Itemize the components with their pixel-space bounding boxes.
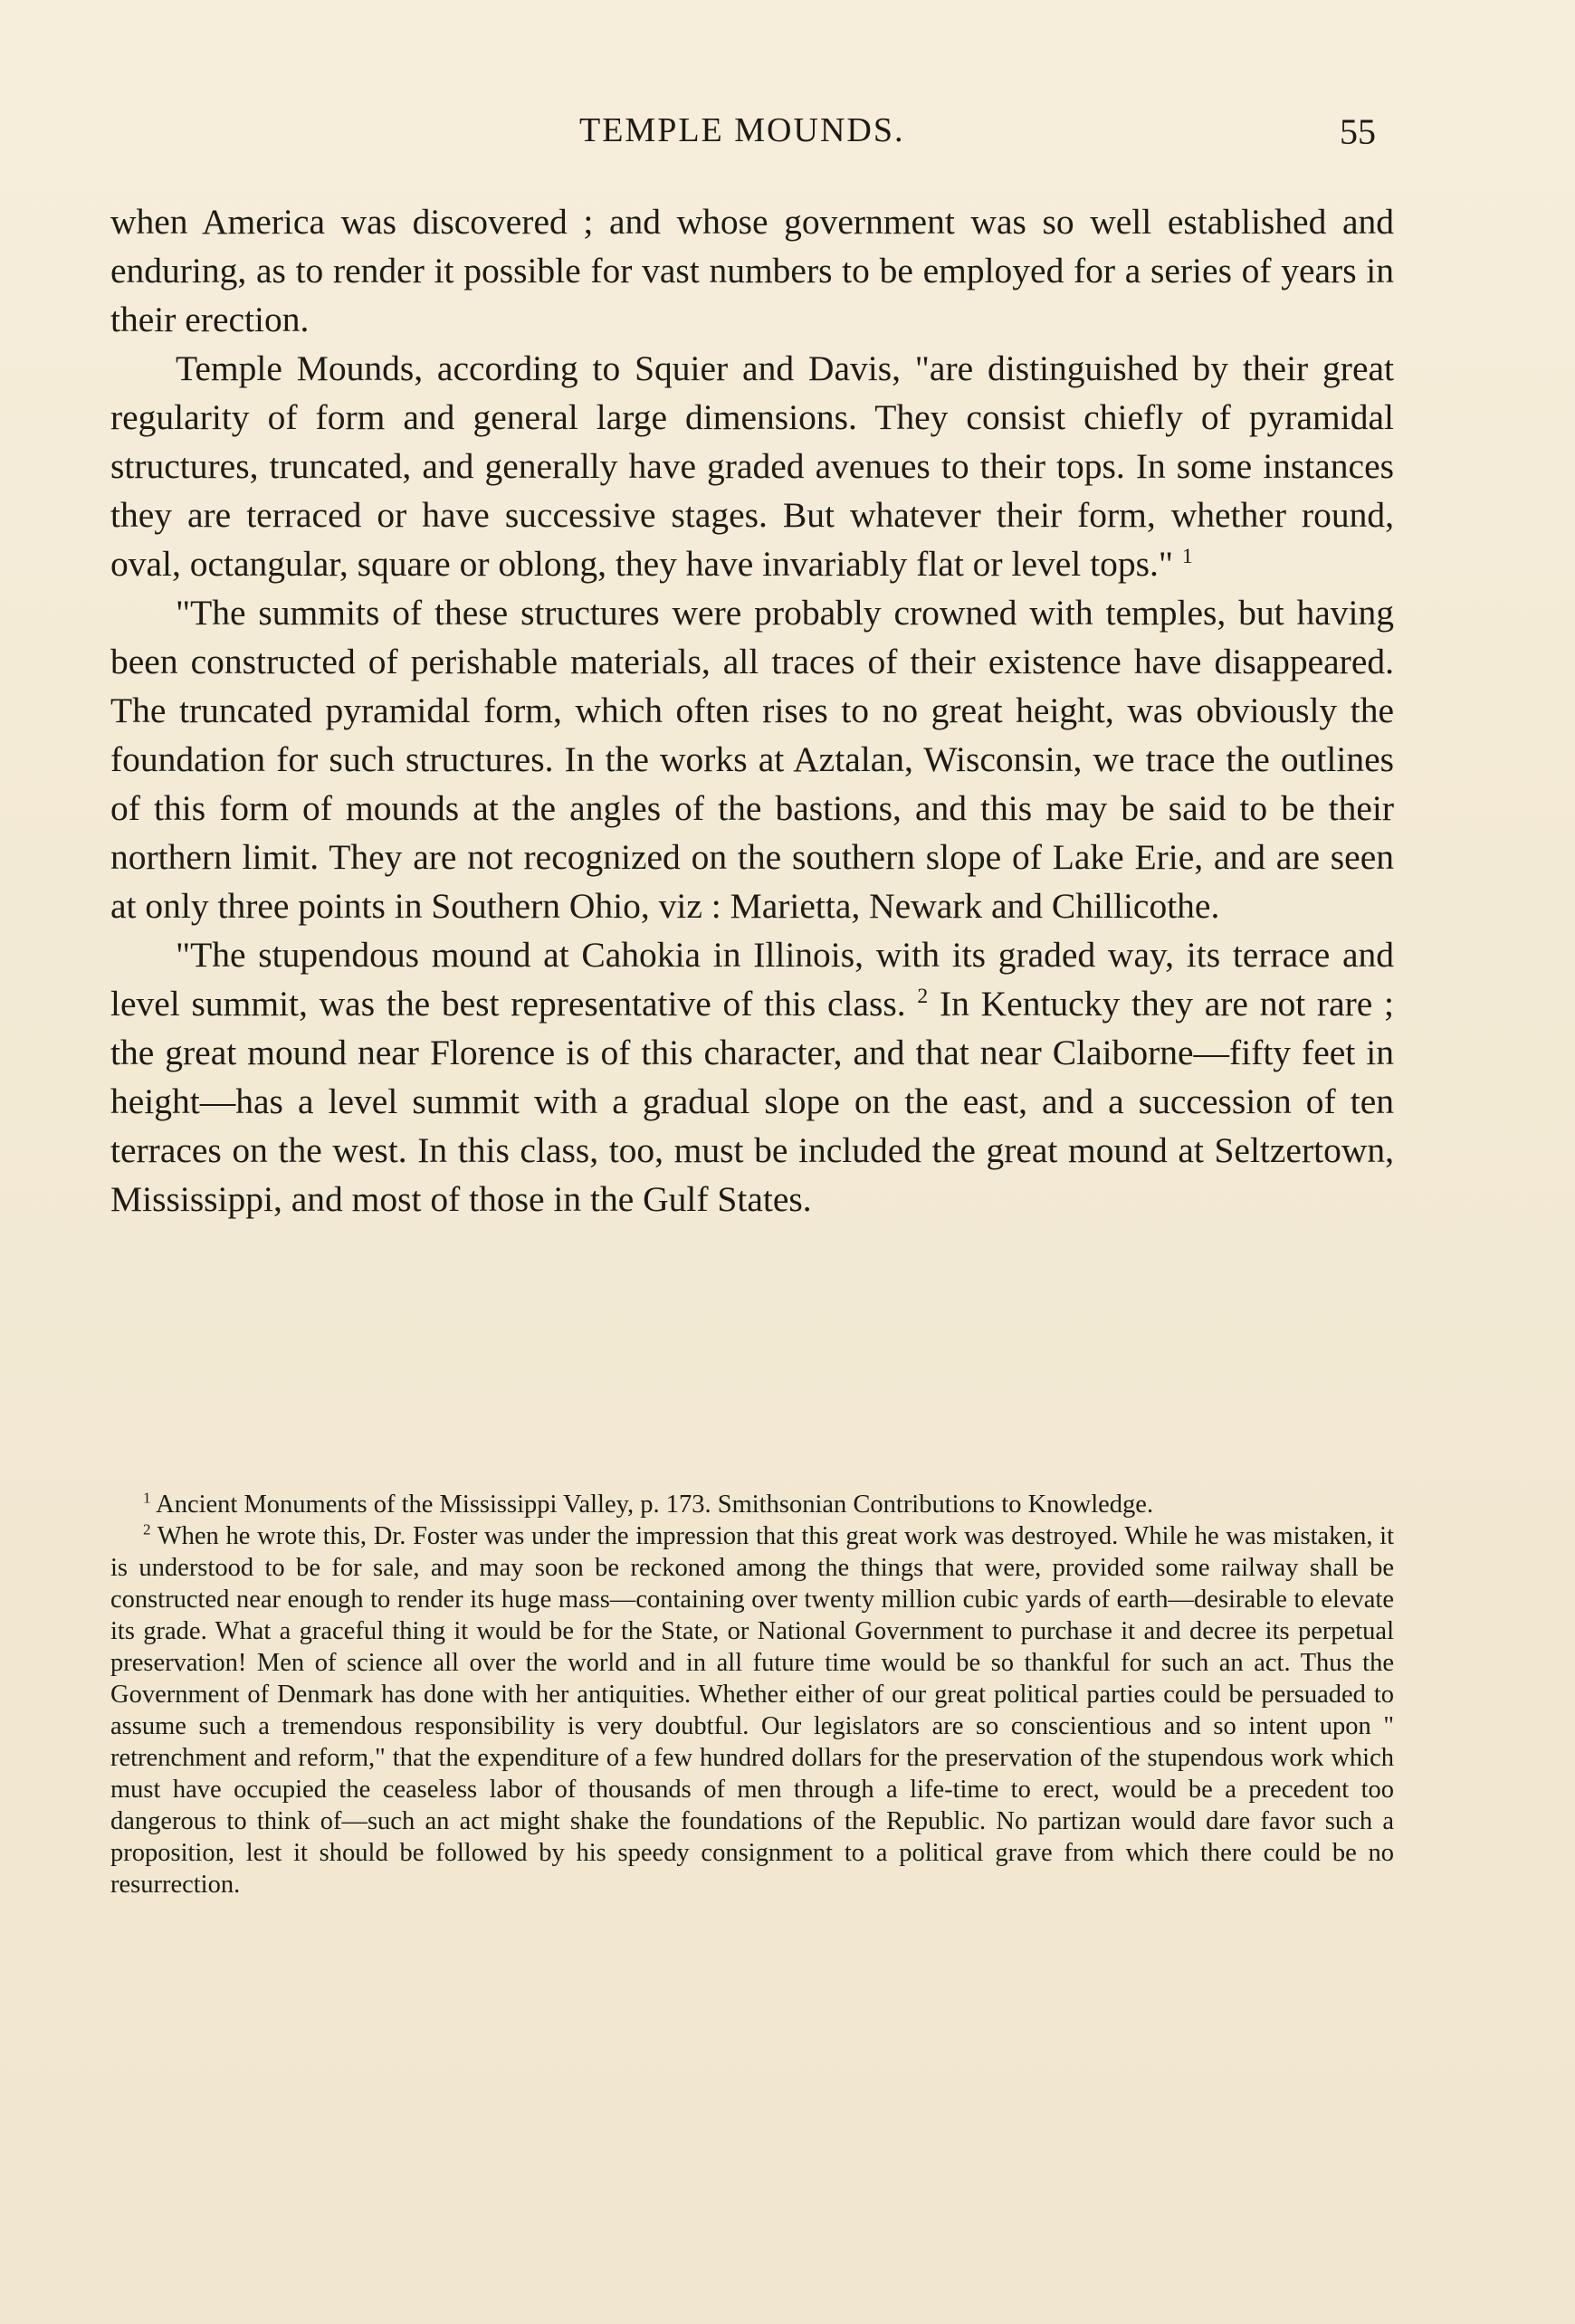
running-head	[0, 110, 1575, 165]
paragraph	[110, 930, 1394, 1224]
footnote-text: Ancient Monuments of the Mississippi Valley, p. 173. Smithsonian Contributions to Knowledge.	[156, 1491, 1154, 1519]
footnote-marker: 1	[143, 1489, 151, 1507]
running-title: TEMPLE MOUNDS.	[579, 111, 905, 149]
paragraph-text: Temple Mounds, according to Squier and Davis, "are distinguished by their great regularity of form and general large dimensions. They consist chiefly of pyramidal structures, truncated, and generally have graded avenues to their tops. In some instances they are terraced or have successive stages. But whatever their form, whether round, oval, octangular, square or oblong, they have invariably flat or level tops."	[110, 348, 1394, 584]
paragraph	[110, 588, 1394, 930]
paragraph-text: "The summits of these structures were probably crowned with temples, but having been constructed of perishable materials, all traces of their existence have disappeared. The truncated pyramidal form, which often rises to no great height, was obviously the foundation for such structures. In the works at Aztalan, Wisconsin, we trace the outlines of this form of mounds at the angles of the bastions, and this may be said to be their northern limit. They are not recognized on the southern slope of Lake Erie, and are seen at only three points in Southern Ohio, viz : Marietta, Newark and Chillicothe.	[110, 593, 1394, 926]
body-text	[110, 197, 1394, 1224]
paragraph	[110, 344, 1394, 588]
paragraph	[110, 197, 1394, 344]
paragraph-text: when America was discovered ; and whose government was so well established and enduring, as to render it possible for vast numbers to be employed for a series of years in their erection.	[110, 202, 1394, 339]
footnotes	[110, 1489, 1394, 1900]
paragraph-text: "The stupendous mound at Cahokia in Illinois, with its graded way, its terrace and level summit, was the best representative of this class.	[110, 935, 1394, 1024]
page-number: 55	[1340, 111, 1376, 152]
footnote-ref: 2	[917, 984, 929, 1008]
footnote	[110, 1489, 1394, 1520]
footnote-text: When he wrote this, Dr. Foster was under the impression that this great work was destroyed. While he was mistaken, it is understood to be for sale, and may soon be reckoned among the things that were, provided some railway shall be constructed near enough to render its huge mass—containing over twenty million cubic yards of earth—desirable to elevate its grade. What a graceful thing it would be for the State, or National Government to purchase it and decree its perpetual preservation! Men of science all over the world and in all future time would be so thankful for such an act. Thus the Government of Denmark has done with her antiquities. Whether either of our great political parties could be persuaded to assume such a tremendous responsibility is very doubtful. Our legislators are so conscientious and so intent upon " retrenchment and reform," that the expenditure of a few hundred dollars for the preservation of the stupendous work which must have occupied the ceaseless labor of thousands of men through a life-time to erect, would be a precedent too dangerous to think of—such an act might shake the foundations of the Republic. No partizan would dare favor such a proposition, lest it should be followed by his speedy consignment to a political grave from which there could be no resurrection.	[110, 1522, 1394, 1899]
footnote-ref: 1	[1181, 544, 1193, 568]
footnote-marker: 2	[143, 1520, 151, 1538]
paragraph-text: In Kentucky they are not rare ; the great mound near Florence is of this character, and that near Claiborne—fifty feet in height—has a level summit with a gradual slope on the east, and a succession of ten terraces on the west. In this class, too, must be included the great mound at Seltzertown, Mississippi, and most of those in the Gulf States.	[110, 984, 1395, 1219]
footnote	[110, 1520, 1394, 1900]
